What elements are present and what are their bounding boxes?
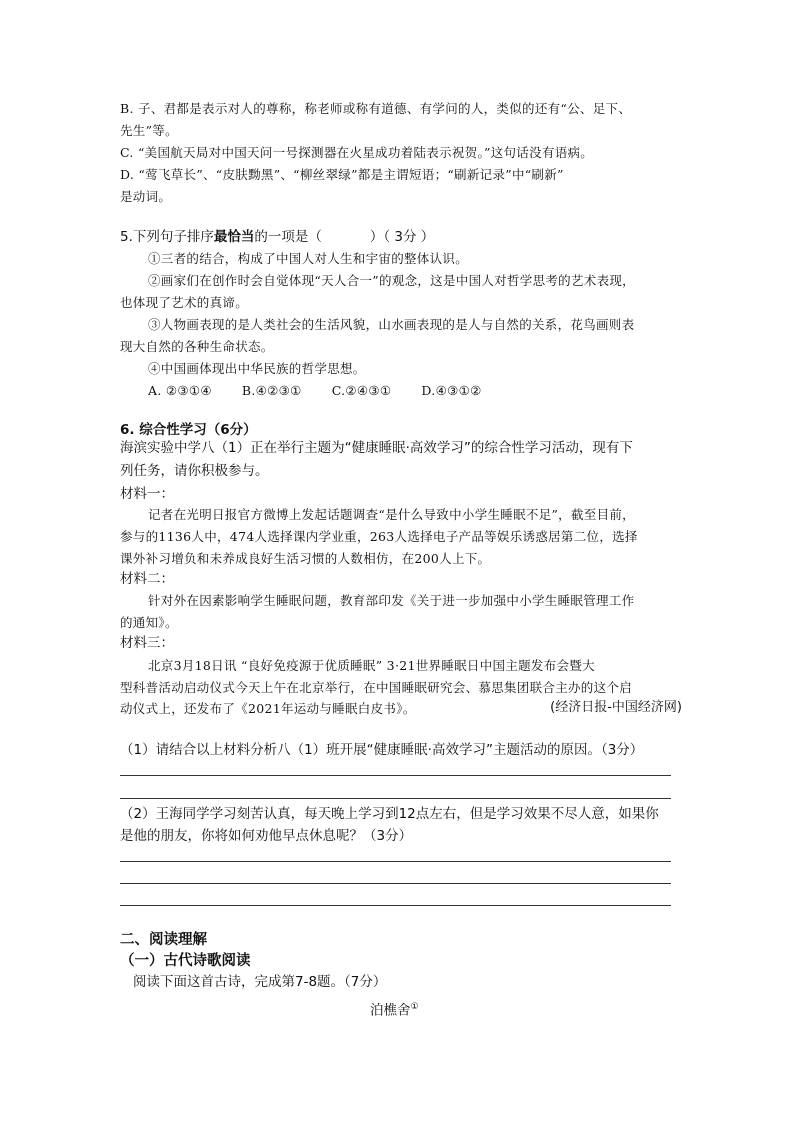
reading-instruction: 阅读下面这首古诗，完成第7-8题。（7分）	[133, 974, 387, 990]
answer-line[interactable]	[120, 883, 671, 884]
q6-intro-line2: 列任务，请你积极参与。	[120, 463, 269, 479]
q6-material-1-line2: 参与的1136人中，474人选择课内学业重，263人选择电子产品等娱乐诱惑居第二位，选择	[120, 529, 638, 544]
q6-material-2-line2: 的通知》。	[120, 615, 178, 630]
q6-material-3-line1: 北京3月18日讯 “良好免疫源于优质睡眠” 3·21世界睡眠日中国主题发布会暨大	[148, 658, 595, 673]
q5-option-d[interactable]: D.④③①②	[421, 383, 482, 398]
q5-sentence-3-line1: ③人物画表现的是人类社会的生活风貌，山水画表现的是人与自然的关系，花鸟画则表	[148, 317, 635, 332]
q6-material-3-label: 材料三：	[120, 635, 174, 651]
q6-material-1-label: 材料一：	[120, 486, 174, 502]
q5-options	[148, 383, 512, 399]
answer-line[interactable]	[120, 861, 671, 862]
q6-material-2-line1: 针对外在因素影响学生睡眠问题，教育部印发《关于进一步加强中小学生睡眠管理工作	[148, 593, 635, 608]
q6-subquestion-2-line2: 是他的朋友，你将如何劝他早点休息呢？（3分）	[120, 828, 413, 844]
q5-option-b[interactable]: B.④②③①	[241, 383, 302, 398]
q4-option-c: C. “美国航天局对中国天问一号探测器在火星成功着陆表示祝贺。”这句话没有语病。	[120, 145, 594, 160]
answer-line[interactable]	[120, 905, 671, 906]
q4-option-d-line2: 是动词。	[120, 189, 172, 204]
q5-sentence-3-line2: 现大自然的各种生命状态。	[120, 339, 274, 354]
q5-sentence-2-line2: 也体现了艺术的真谛。	[120, 295, 249, 310]
q5-stem: 5.下列句子排序最恰当的一项是（ ）（ 3分 ）	[120, 229, 435, 245]
q6-subquestion-2-line1: （2）王海同学学习刻苦认真，每天晚上学习到12点左右，但是学习效果不尽人意，如果你	[120, 806, 659, 822]
q5-sentence-2-line1: ②画家们在创作时会自觉体现“天人合一”的观念，这是中国人对哲学思考的艺术表现，	[148, 273, 635, 288]
q6-material-3-line2: 型科普活动启动仪式今天上午在北京举行，在中国睡眠研究会、慕思集团联合主办的这个启	[120, 680, 633, 695]
q5-sentence-1: ①三者的结合，构成了中国人对人生和宇宙的整体认识。	[148, 251, 469, 266]
q6-material-3-source: (经济日报-中国经济网)	[550, 700, 682, 715]
q6-material-2-label: 材料二：	[120, 571, 174, 587]
q5-option-a[interactable]: A. ②③①④	[148, 383, 212, 398]
q4-option-b-line2: 先生”等。	[120, 123, 178, 138]
q6-material-3-line3: 动仪式上，还发布了《2021年运动与睡眠白皮书》。	[120, 701, 416, 716]
section-heading: 二、阅读理解	[120, 932, 207, 948]
q5-sentence-4: ④中国画体现出中华民族的哲学思想。	[148, 361, 366, 376]
q6-title: 6. 综合性学习（6分）	[120, 422, 257, 438]
q4-option-d-line1: D. “莺飞草长”、“皮肤黝黑”、“柳丝翠绿”都是主谓短语；“刷新记录”中“刷新”	[120, 167, 564, 182]
footnote-marker: ①	[410, 1002, 419, 1012]
subsection-heading: （一）古代诗歌阅读	[120, 953, 251, 969]
answer-line[interactable]	[120, 798, 671, 799]
q5-option-c[interactable]: C.②④③①	[331, 383, 392, 398]
q6-intro-line1: 海滨实验中学八（1）正在举行主题为“健康睡眠·高效学习”的综合性学习活动，现有下	[120, 440, 633, 456]
q6-material-1-line3: 课外补习增负和未养成良好生活习惯的人数相仿，在200人上下。	[120, 551, 491, 566]
poem-title: 泊樵舍①	[370, 1002, 419, 1019]
q4-option-b-line1: B. 子、君都是表示对人的尊称，称老师或称有道德、有学问的人，类似的还有“公、足下、	[120, 101, 632, 116]
answer-line[interactable]	[120, 775, 671, 776]
q6-subquestion-1: （1）请结合以上材料分析八（1）班开展“健康睡眠·高效学习”主题活动的原因。（3分）	[120, 742, 644, 758]
q6-material-1-line1: 记者在光明日报官方微博上发起话题调查“是什么导致中小学生睡眠不足”，截至目前，	[148, 507, 635, 522]
